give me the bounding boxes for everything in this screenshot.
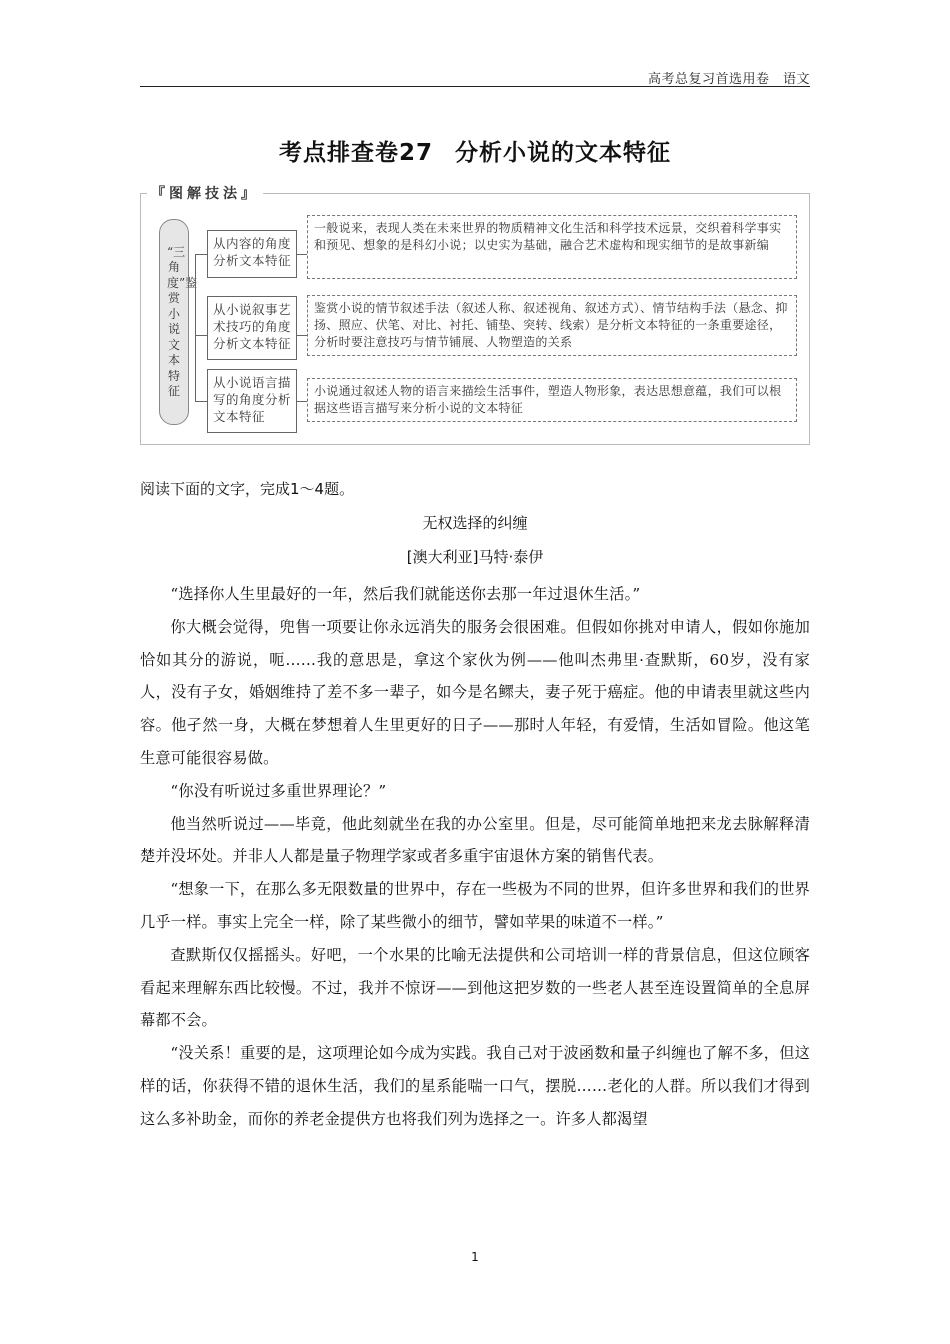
paragraph: 他当然听说过——毕竟，他此刻就坐在我的办公室里。但是，尽可能简单地把来龙去脉解释清楚并没坏处。并非人人都是量子物理学家或者多重宇宙退休方案的销售代表。 [140,814,810,866]
method-box-language: 从小说语言描写的角度分析文本特征 [207,369,297,433]
diagram-root-label: “三角度”鉴赏小说文本特征 [167,244,198,398]
story-author: [澳大利亚]马特·泰伊 [406,548,544,566]
diagram-branch-1 [195,254,207,255]
diagram-connector-2 [297,335,307,336]
diagram-bracket [195,254,196,401]
technique-diagram [140,186,810,445]
method-desc-narrative: 鉴赏小说的情节叙述手法（叙述人称、叙述视角、叙述方式）、情节结构手法（悬念、抑扬、照应、伏笔、对比、衬托、铺垫、突转、线索）是分析文本特征的一条重要途径，分析时要注意技巧与情节铺展、人物塑造的关系 [307,295,797,356]
diagram-root [159,219,198,425]
page-number: 1 [471,1250,479,1264]
paragraph: “想象一下，在那么多无限数量的世界中，存在一些极为不同的世界，但许多世界和我们的世界几乎一样。事实上完全一样，除了某些微小的细节，譬如苹果的味道不一样。” [140,880,810,931]
paragraph: “你没有听说过多重世界理论？” [170,781,387,800]
paragraph: “选择你人生里最好的一年，然后我们就能送你去那一年过退休生活。” [170,585,641,603]
story-body [140,578,810,1136]
story-title: 无权选择的纠缠 [422,514,528,532]
diagram-connector-1 [297,254,307,255]
method-box-narrative: 从小说叙事艺术技巧的角度分析文本特征 [207,296,297,360]
diagram-branch-3 [195,401,207,402]
paragraph: “没关系！重要的是，这项理论如今成为实践。我自己对于波函数和量子纠缠也了解不多，但这样的话，你获得不错的退休生活，我们的星系能喘一口气，摆脱……老化的人群。所以我们才得到这么多补助金，而你的养老金提供方也将我们列为选择之一。许多人都渴望 [140,1044,810,1128]
diagram-tag: 『图解技法』 [147,183,263,203]
method-box-content: 从内容的角度分析文本特征 [207,230,297,278]
method-desc-language: 小说通过叙述人物的语言来描绘生活事件，塑造人物形象，表达思想意蕴，我们可以根据这些语言描写来分析小说的文本特征 [307,378,797,422]
paragraph: 你大概会觉得，兜售一项要让你永远消失的服务会很困难。但假如你挑对申请人，假如你施加恰如其分的游说，呃……我的意思是，拿这个家伙为例——他叫杰弗里·查默斯，60岁，没有家人，没有子女，婚姻维持了差不多一辈子，如今是名鳏夫，妻子死于癌症。他的申请表里就这些内容。他孑然一身，大概在梦想着人生里更好的日子——那时人年轻，有爱情，生活如冒险。他这笔生意可能很容易做。 [140,617,810,767]
header-rule [140,86,810,87]
reading-instruction: 阅读下面的文字，完成1～4题。 [140,480,355,498]
title-prefix: 考点排查卷27 [278,140,433,166]
method-desc-content: 一般说来，表现人类在未来世界的物质精神文化生活和科学技术远景，交织着科学事实和预见、想象的是科幻小说；以史实为基础，融合艺术虚构和现实细节的是故事新编 [307,215,797,279]
page-title [140,134,810,167]
title-main: 分析小说的文本特征 [455,140,671,166]
header-text: 高考总复习首选用卷 语文 [647,72,810,87]
paragraph: 查默斯仅仅摇摇头。好吧，一个水果的比喻无法提供和公司培训一样的背景信息，但这位顾客看起来理解东西比较慢。不过，我并不惊讶——到他这把岁数的一些老人甚至连设置简单的全息屏幕都不会。 [140,945,810,1030]
diagram-branch-2 [195,335,207,336]
diagram-connector-3 [297,401,307,402]
